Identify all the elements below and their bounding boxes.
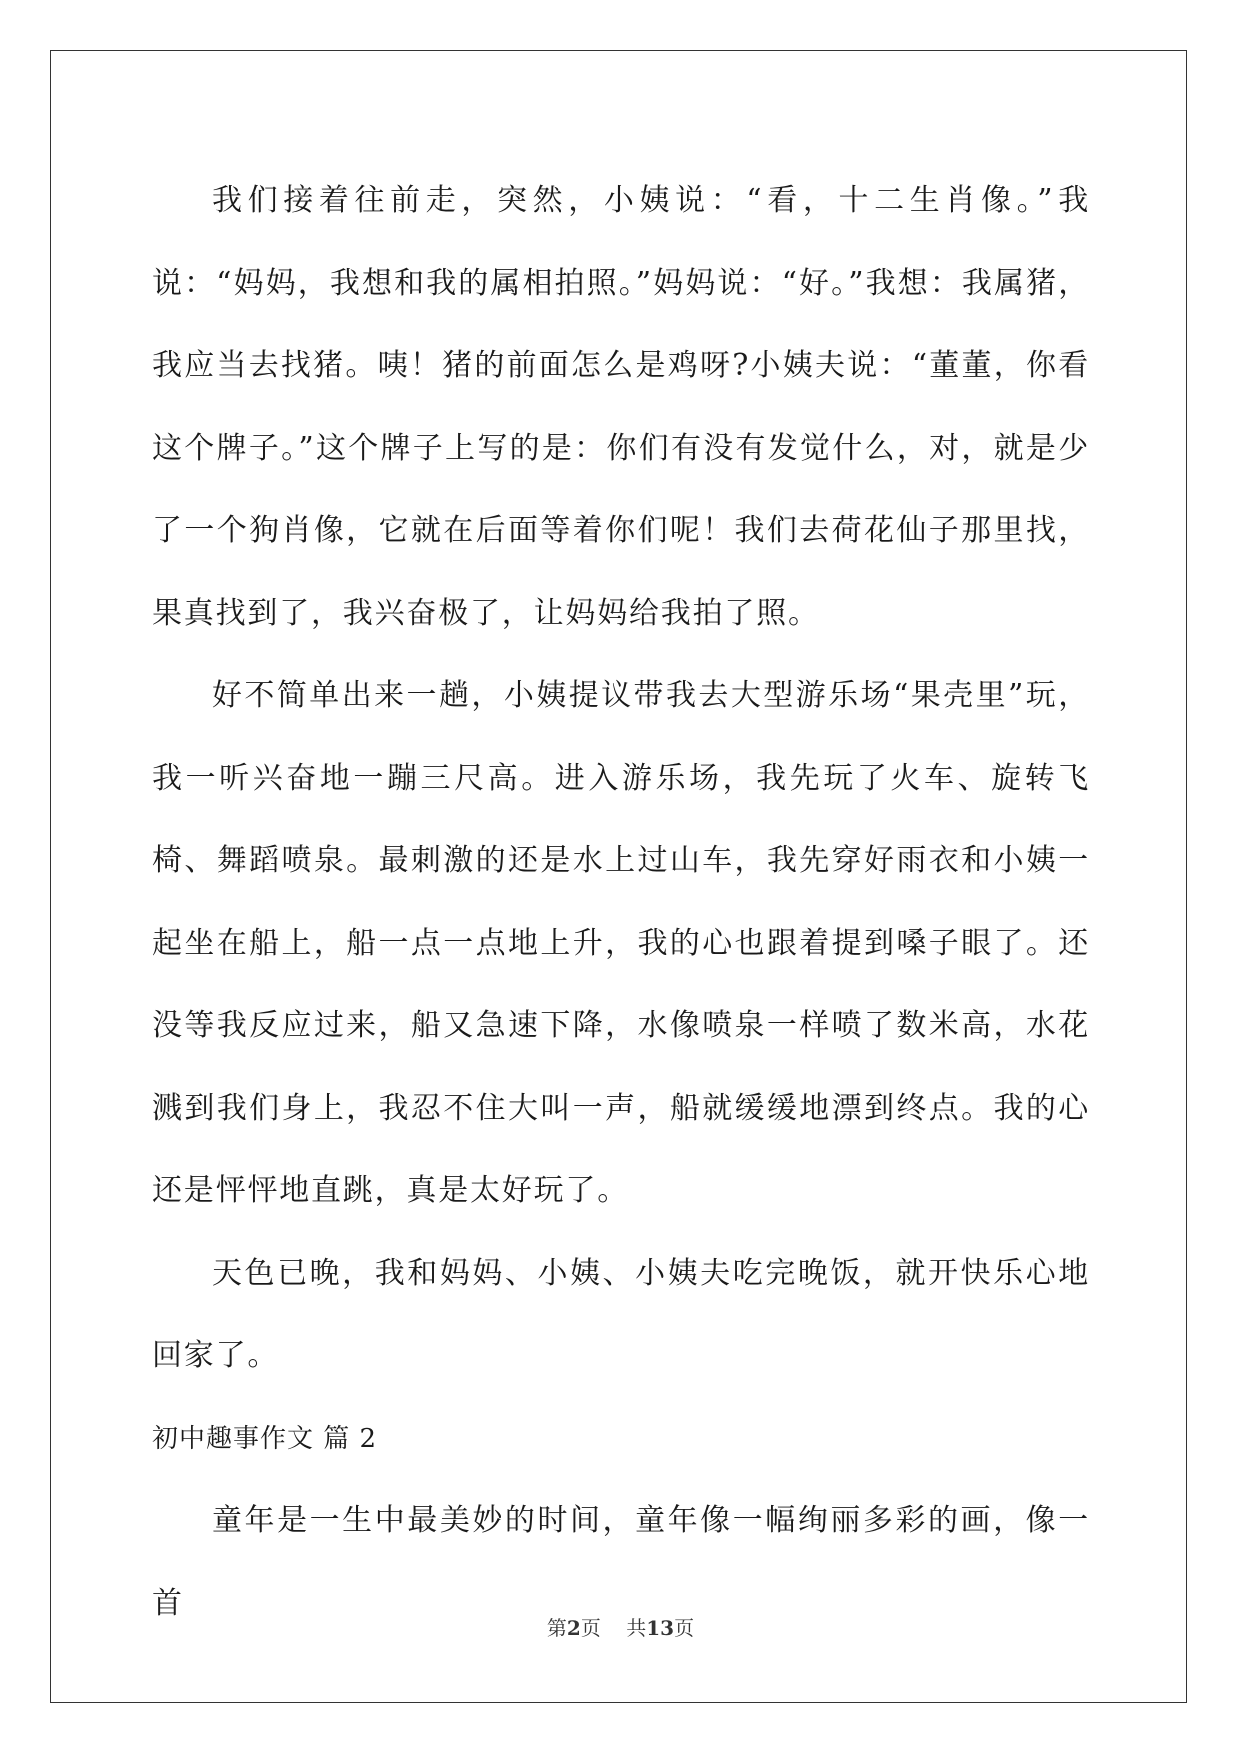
section-heading: 初中趣事作文 篇 2 — [152, 1423, 378, 1454]
footer-total-prefix: 共 — [626, 1616, 647, 1640]
paragraph-4: 童年是一生中最美妙的时间，童年像一幅绚丽多彩的画，像一首 — [152, 1503, 1090, 1621]
footer-page-unit: 页 — [580, 1616, 601, 1640]
document-body — [152, 160, 1090, 1645]
paragraph-2: 好不简单出来一趟，小姨提议带我去大型游乐场“果壳里”玩，我一听兴奋地一蹦三尺高。进入游乐场，我先玩了火车、旋转飞椅、舞蹈喷泉。最刺激的还是水上过山车，我先穿好雨衣和小姨一起坐在船上，船一点一点地上升，我的心也跟着提到嗓子眼了。还没等我反应过来，船又急速下降，水像喷泉一样喷了数米高，水花溅到我们身上，我忍不住大叫一声，船就缓缓地漂到终点。我的心还是怦怦地直跳，真是太好玩了。 — [152, 678, 1090, 1208]
footer-total-unit: 页 — [674, 1616, 695, 1640]
paragraph-3: 天色已晚，我和妈妈、小姨、小姨夫吃完晚饭，就开快乐心地回家了。 — [152, 1255, 1090, 1373]
footer-page-prefix: 第 — [546, 1616, 567, 1640]
footer-page-total: 13 — [646, 1616, 675, 1640]
paragraph-1: 我们接着往前走，突然，小姨说：“看，十二生肖像。”我说：“妈妈，我想和我的属相拍照。”妈妈说：“好。”我想：我属猪，我应当去找猪。咦！猪的前面怎么是鸡呀?小姨夫说：“董董，你看这个牌子。”这个牌子上写的是：你们有没有发觉什么，对，就是少了一个狗肖像，它就在后面等着你们呢！我们去荷花仙子那里找，果真找到了，我兴奋极了，让妈妈给我拍了照。 — [152, 183, 1090, 631]
page-footer — [0, 1612, 1241, 1641]
footer-page-current: 2 — [566, 1616, 581, 1640]
